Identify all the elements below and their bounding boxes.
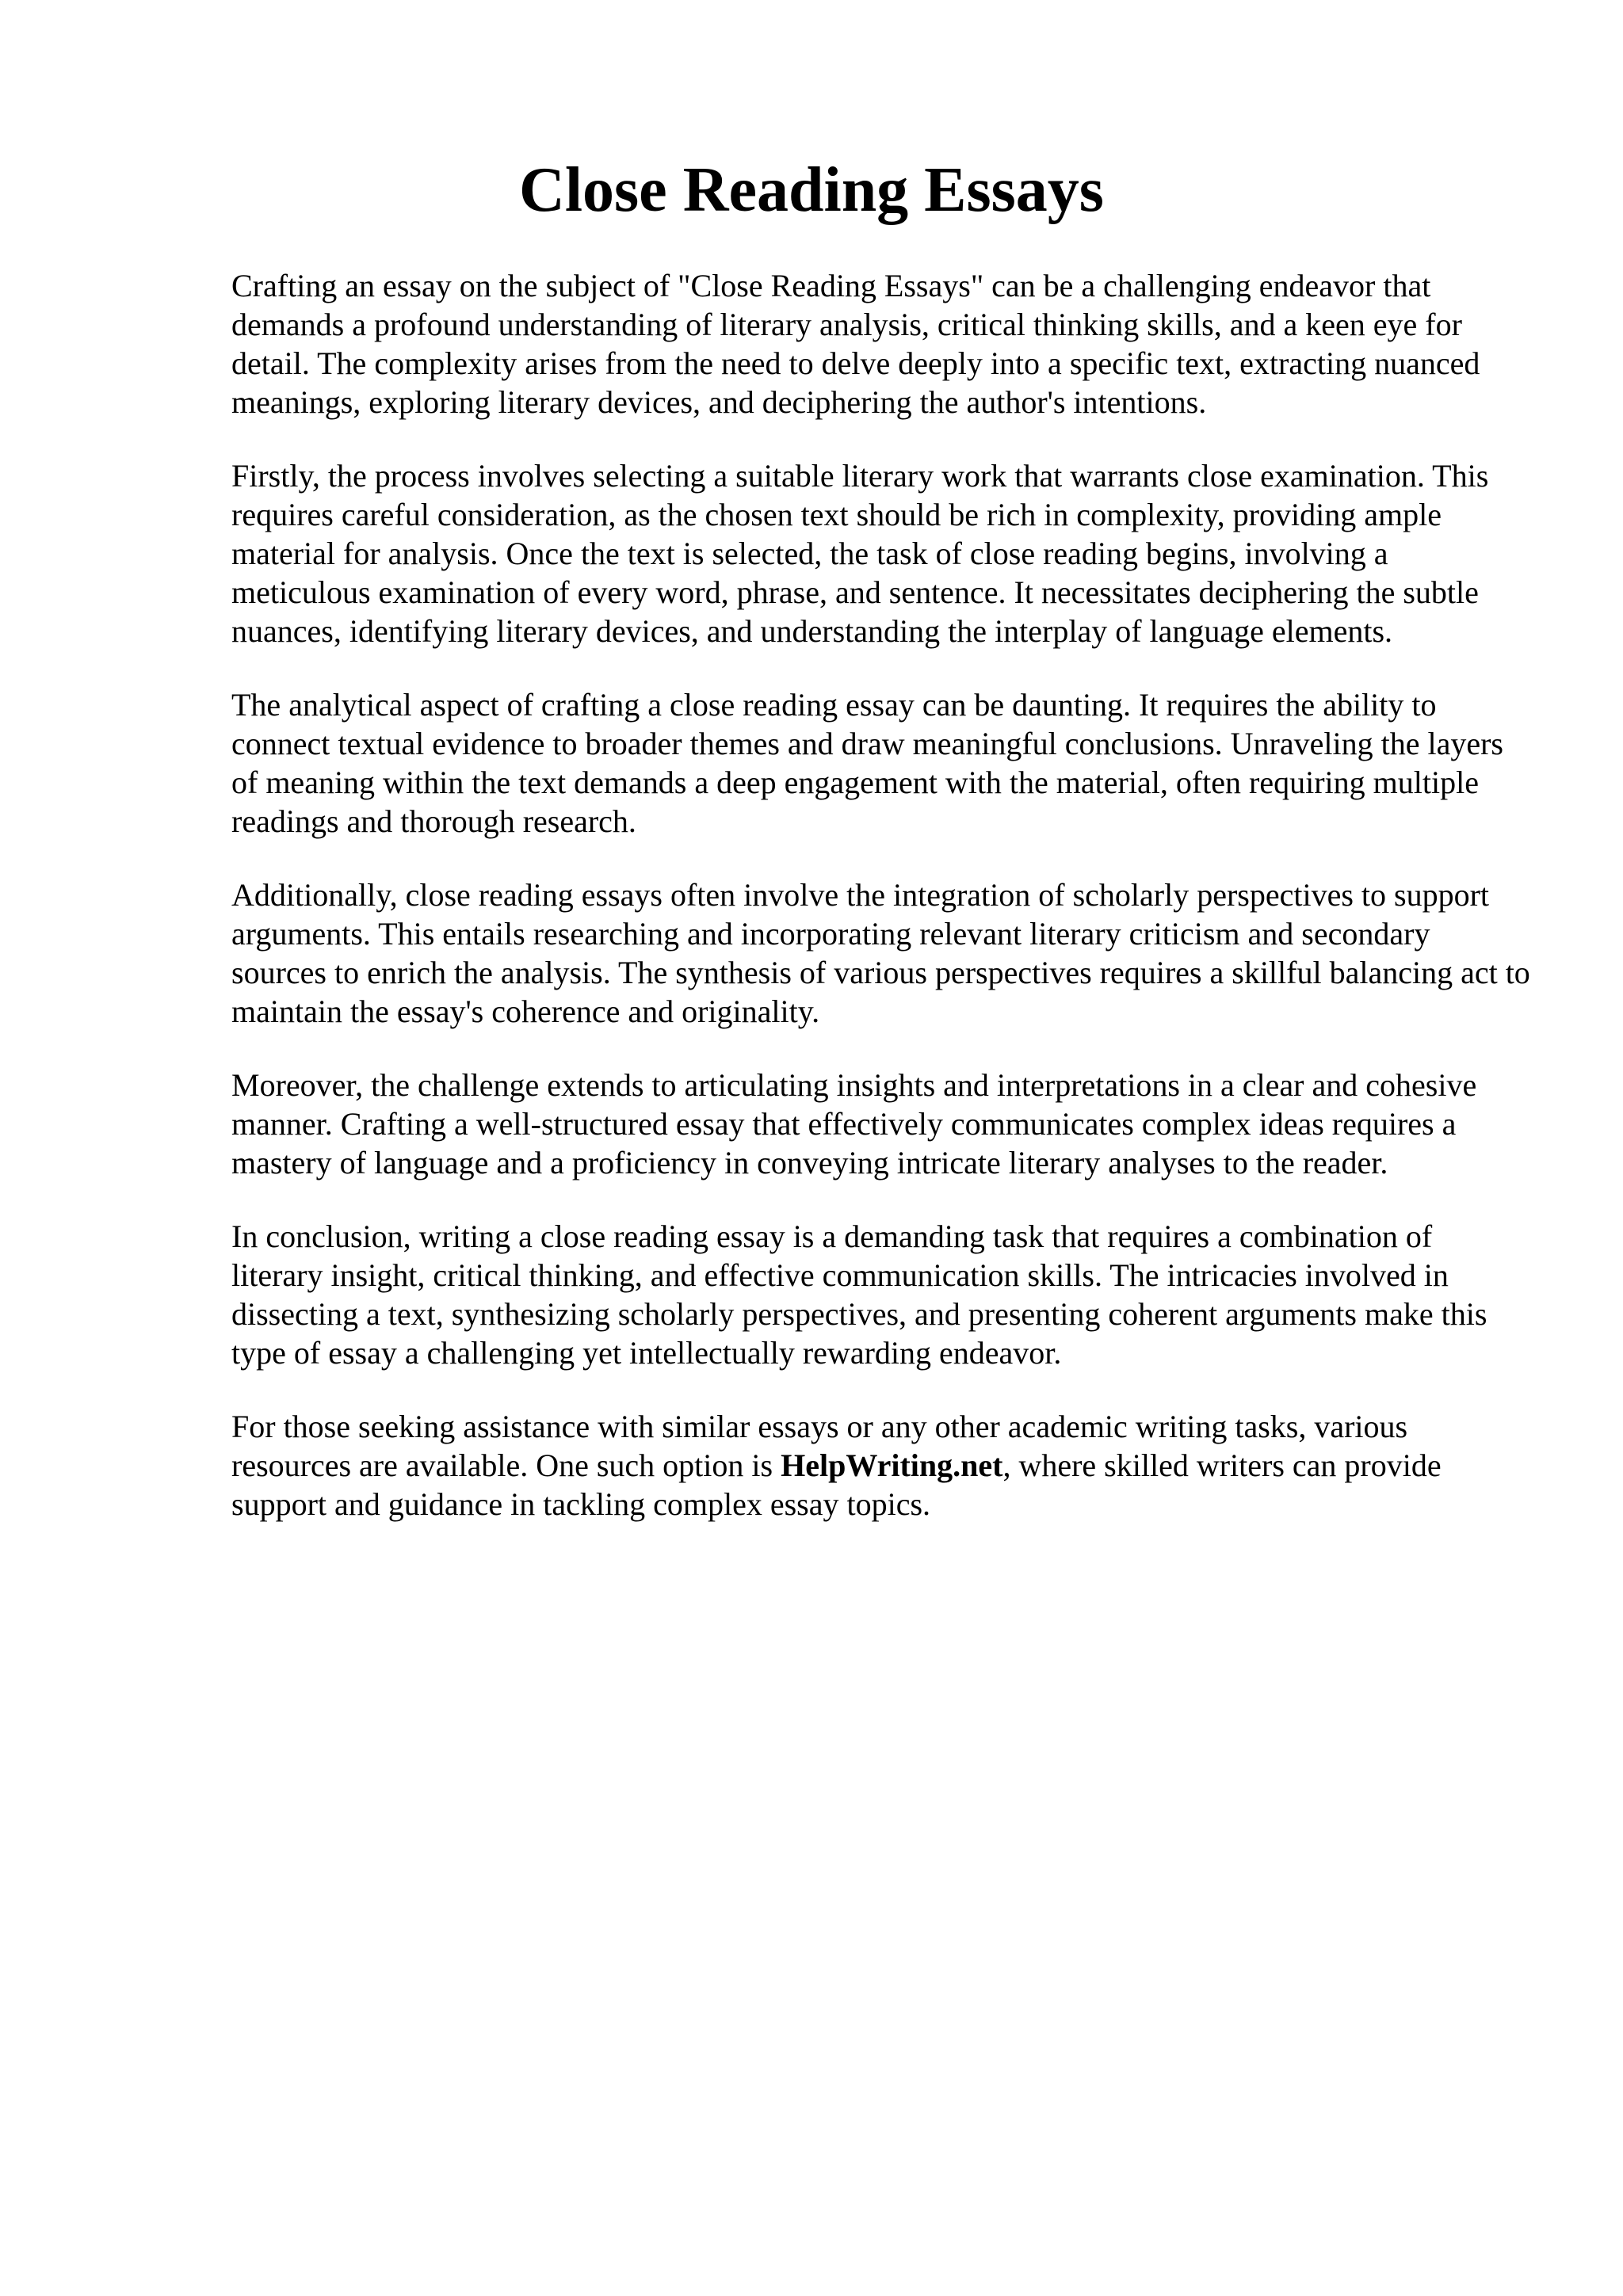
- page-title: Close Reading Essays: [519, 155, 1104, 225]
- essay-body: [231, 266, 1531, 1558]
- paragraph-2: Firstly, the process involves selecting a suitable literary work that warrants close examination. This requires careful consideration, as the chosen text should be rich in complexity, providing ample material for analysis. Once the text is selected, the task of close reading begins, involving a meticulous examination of every word, phrase, and sentence. It necessitates deciphering the subtle nuances, identifying literary devices, and understanding the interplay of language elements.: [231, 458, 1489, 649]
- paragraph-3: The analytical aspect of crafting a close reading essay can be daunting. It requires the ability to connect textual evidence to broader themes and draw meaningful conclusions. Unraveling the layers of meaning within the text demands a deep engagement with the material, often requiring multiple readings and thorough research.: [231, 687, 1503, 839]
- brand-name: HelpWriting.net: [781, 1447, 1003, 1483]
- paragraph-4: Additionally, close reading essays often involve the integration of scholarly perspectives to support arguments. This entails researching and incorporating relevant literary criticism and secondary sources to enrich the analysis. The synthesis of various perspectives requires a skillful balancing act to maintain the essay's coherence and originality.: [231, 877, 1530, 1029]
- paragraph-1: Crafting an essay on the subject of "Close Reading Essays" can be a challenging endeavor that demands a profound understanding of literary analysis, critical thinking skills, and a keen eye for detail. The complexity arises from the need to delve deeply into a specific text, extracting nuanced meanings, exploring literary devices, and deciphering the author's intentions.: [231, 268, 1480, 420]
- paragraph-closing: [231, 1407, 1531, 1524]
- closing-text-before: For those seeking assistance with similar essays or any other academic writing tasks, various resources are available. One such option is: [231, 1409, 1408, 1483]
- closing-text-after: , where skilled writers can provide support and guidance in tackling complex essay topics.: [231, 1447, 1442, 1522]
- paragraph-5: Moreover, the challenge extends to articulating insights and interpretations in a clear and cohesive manner. Crafting a well-structured essay that effectively communicates complex ideas requires a mastery of language and a proficiency in conveying intricate literary analyses to the reader.: [231, 1067, 1477, 1180]
- paragraph-6: In conclusion, writing a close reading essay is a demanding task that requires a combination of literary insight, critical thinking, and effective communication skills. The intricacies involved in dissecting a text, synthesizing scholarly perspectives, and presenting coherent arguments make this type of essay a challenging yet intellectually rewarding endeavor.: [231, 1219, 1487, 1371]
